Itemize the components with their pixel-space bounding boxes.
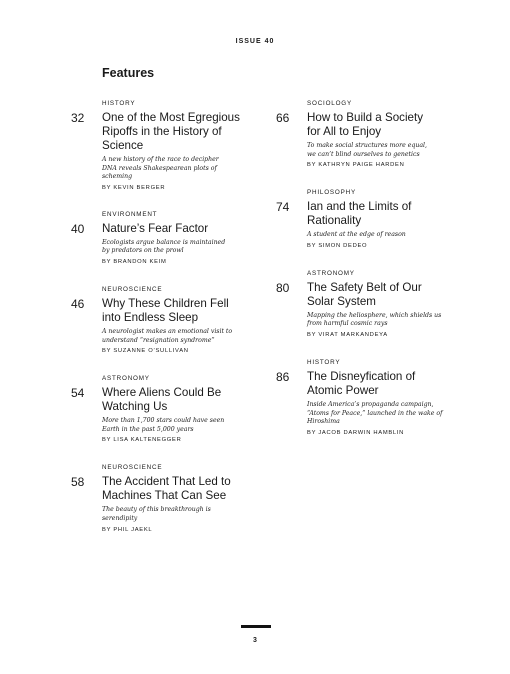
article-headline[interactable]: How to Build a Society for All to Enjoy	[307, 111, 423, 138]
page-number: 3	[253, 637, 257, 644]
article-category: NEUROSCIENCE	[102, 285, 163, 293]
article-page-number: 66	[276, 111, 290, 125]
article-dek: Inside America’s propaganda campaign, “Atoms for Peace,” launched in the wake of Hiroshima	[307, 400, 443, 426]
article-headline[interactable]: One of the Most Egregious Ripoffs in the History of Science	[102, 111, 240, 152]
article-byline: BY KEVIN BERGER	[102, 184, 166, 191]
article-byline: BY SUZANNE O’SULLIVAN	[102, 348, 189, 355]
article-entry[interactable]	[71, 211, 246, 266]
article-headline[interactable]: The Disneyfication of Atomic Power	[307, 369, 416, 397]
article-entry[interactable]	[276, 189, 451, 250]
article-page-number: 46	[71, 296, 85, 311]
article-category: NEUROSCIENCE	[102, 464, 163, 472]
article-category: HISTORY	[102, 100, 136, 107]
article-dek: Ecologists argue balance is maintained by predators on the prowl	[102, 238, 226, 255]
article-page-number: 86	[276, 369, 290, 384]
article-entry[interactable]	[71, 375, 246, 444]
article-category: SOCIOLOGY	[307, 100, 352, 107]
article-page-number: 40	[71, 221, 85, 236]
article-dek: More than 1,700 stars could have seen Earth in the past 5,000 years	[102, 417, 225, 433]
issue-label: ISSUE 40	[235, 38, 275, 45]
article-byline: BY JACOB DARWIN HAMBLIN	[307, 429, 405, 436]
article-page-number: 74	[276, 200, 290, 215]
article-entry[interactable]	[71, 100, 246, 192]
article-category: ENVIRONMENT	[102, 210, 158, 218]
article-category: ASTRONOMY	[307, 269, 355, 277]
article-page-number: 54	[71, 386, 85, 401]
article-byline: BY BRANDON KEIM	[102, 258, 167, 265]
article-headline[interactable]: The Safety Belt of Our Solar System	[307, 280, 422, 308]
article-entry[interactable]	[71, 464, 246, 533]
footer-rule	[241, 625, 271, 628]
article-dek: To make social structures more equal, we can’t blind ourselves to genetics	[307, 142, 427, 158]
article-byline: BY VIRAT MARKANDEYA	[307, 331, 388, 338]
article-category: HISTORY	[307, 358, 341, 366]
article-category: ASTRONOMY	[102, 375, 150, 383]
article-page-number: 80	[276, 280, 290, 295]
article-dek: A student at the edge of reason	[307, 231, 406, 239]
article-dek: The beauty of this breakthrough is serendipity	[102, 506, 211, 522]
article-byline: BY KATHRYN PAIGE HARDEN	[307, 162, 405, 169]
article-page-number: 58	[71, 475, 85, 490]
article-dek: A neurologist makes an emotional visit to understand “resignation syndrome”	[102, 327, 233, 344]
left-column	[71, 100, 246, 534]
article-entry[interactable]	[71, 286, 246, 355]
article-category: PHILOSOPHY	[307, 189, 356, 197]
article-headline[interactable]: Nature’s Fear Factor	[102, 221, 209, 235]
article-entry[interactable]	[276, 359, 451, 437]
article-byline: BY PHIL JAEKL	[102, 526, 153, 533]
article-entry[interactable]	[276, 270, 451, 339]
section-title: Features	[102, 66, 155, 80]
article-dek: Mapping the heliosphere, which shields us from harmful cosmic rays	[307, 311, 442, 328]
article-page-number: 32	[71, 111, 85, 125]
article-headline[interactable]: Ian and the Limits of Rationality	[307, 200, 412, 228]
article-headline[interactable]: The Accident That Led to Machines That Can See	[102, 475, 231, 503]
article-byline: BY SIMON DEDEO	[307, 242, 368, 249]
article-entry[interactable]	[276, 100, 451, 169]
article-headline[interactable]: Why These Children Fell into Endless Sleep	[102, 296, 229, 324]
article-dek: A new history of the race to decipher DNA reveals Shakespearean plots of scheming	[102, 156, 219, 181]
right-column	[276, 100, 451, 437]
article-headline[interactable]: Where Aliens Could Be Watching Us	[102, 386, 222, 414]
article-byline: BY LISA KALTENEGGER	[102, 437, 182, 444]
